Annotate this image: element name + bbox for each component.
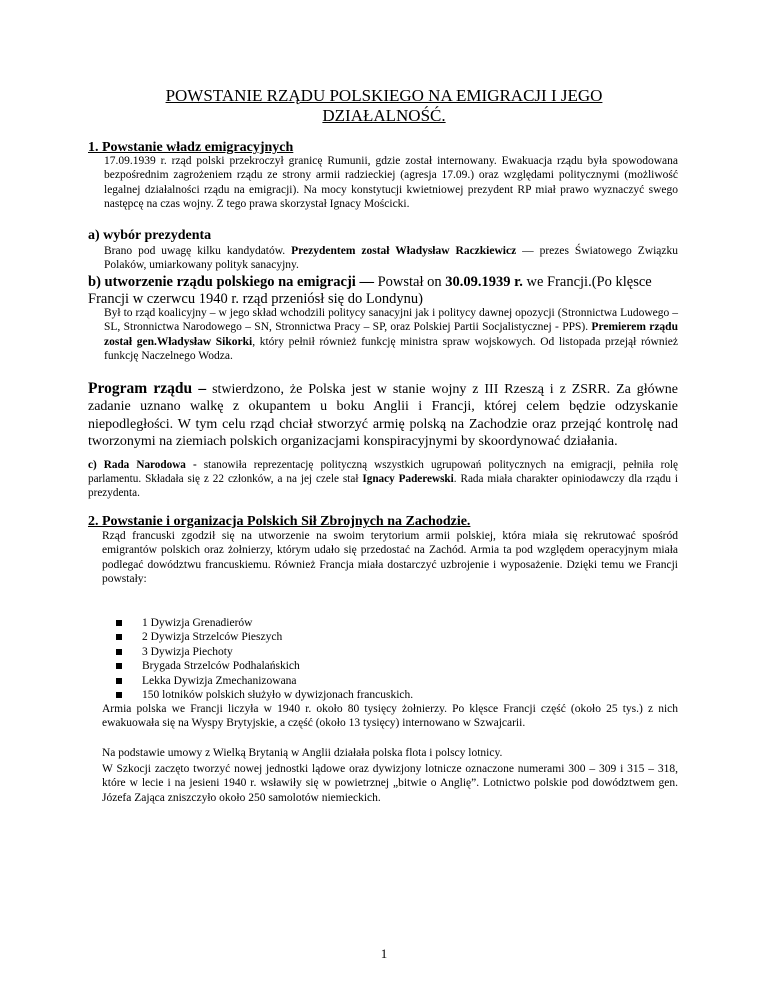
section-a-text-post: — prezes Światowego Związku Polaków, umiarkowany polityk sanacyjny. (104, 245, 678, 272)
list-item: 150 lotników polskich służyło w dywizjonach francuskich. (114, 688, 413, 702)
section-c-paragraph (88, 458, 678, 500)
section-c-lead: c) Rada Narodowa - (88, 459, 197, 471)
section-2-paragraph-3: W Szkocji zaczęto tworzyć nowej jednostki lądowe oraz dywizjony lotnicze oznaczone numerami 300 – 309 i 315 – 318, które w lecie i na jesieni 1940 r. wsławiły się w powietrznej „bitwie o Anglię”. Lotnictwo polskie pod dowództwem gen. Józefa Zająca zniszczyło około 250 samolotów niemieckich. (102, 763, 678, 804)
section-a-heading: a) wybór prezydenta (88, 228, 212, 243)
section-a-text: Brano pod uwagę kilku kandydatów. (104, 245, 292, 257)
section-b-heading-rest: we Francji.(Po klęsce Francji w czerwcu 1940 r. rząd przeniósł się do Londynu) (88, 274, 652, 307)
section-1-heading: 1. Powstanie władz emigracyjnych (88, 140, 294, 155)
section-b-text-post: , który pełnił również funkcję ministra spraw wojskowych. Od listopada przejął również funkcję Naczelnego Wodza. (104, 335, 679, 363)
section-b-paragraph (104, 306, 678, 364)
section-b-heading-bold: b) utworzenie rządu polskiego na emigracji — (88, 274, 374, 290)
section-c-text: stanowiła reprezentację polityczną wszystkich ugrupowań politycznych na emigracji, pełniła rolę parlamentu. Składała się z 22 członków, a na jej czele stał (88, 459, 678, 485)
section-c-text-post: . Rada miała charakter opiniodawczy dla rządu i prezydenta. (88, 473, 678, 499)
section-b-premier: Premierem rządu został gen.Władysław Sikorki (104, 321, 678, 348)
list-item: 2 Dywizja Strzelców Pieszych (114, 630, 413, 644)
section-a-paragraph (104, 244, 678, 273)
list-item: Lekka Dywizja Zmechanizowana (114, 674, 413, 688)
list-item: Brygada Strzelców Podhalańskich (114, 659, 413, 673)
title-line-2: DZIAŁALNOŚĆ. (322, 106, 446, 125)
document-title (90, 86, 678, 126)
program-text: stwierdzono, że Polska jest w stanie wojny z III Rzeszą i z ZSRR. Za główne zadanie uznano walkę z okupantem u boku Anglii i Francji, której celem będzie odzyskanie niepodległości. W tym celu rząd chciał stworzyć armię polską na Zachodzie oraz przejąć kontrolę nad tworzonymi na ziemiach polskich organizacjami konspiracyjnymi by skoordynować działania. (88, 382, 679, 449)
program-lead: Program rządu – (88, 380, 207, 397)
section-b-heading-text: Powstał on (373, 274, 446, 290)
program-paragraph (88, 380, 678, 450)
section-2-paragraph-1: Armia polska we Francji liczyła w 1940 r. około 80 tysięcy żołnierzy. Po klęsce Francji część (około 25 tys.) z nich ewakuowała się na Wyspy Brytyjskie, a część (około 13 tysięcy) internowano w Szwajcarii. (102, 703, 678, 730)
section-b-heading (88, 274, 680, 308)
units-list (114, 616, 413, 702)
list-item: 3 Dywizja Piechoty (114, 645, 413, 659)
section-1-paragraph: 17.09.1939 r. rząd polski przekroczył granicę Rumunii, gdzie został internowany. Ewakuacja rządu była spowodowana bezpośrednim zagrożeniem rządu ze strony armii radzieckiej (agresja 17.09.) oraz względami politycznymi (możliwość legalnej działalności rządu na emigracji). Na mocy konstytucji kwietniowej prezydent RP miał prawo wyznaczyć swego następcę na czas wojny. Z tego prawa skorzystał Ignacy Mościcki. (104, 155, 678, 211)
section-b-heading-date: 30.09.1939 r. (445, 274, 523, 290)
section-c-paderewski: Ignacy Paderewski (362, 473, 454, 485)
section-2-paragraph-2: Na podstawie umowy z Wielką Brytanią w Anglii działała polska flota i polscy lotnicy. (102, 747, 503, 759)
section-2-heading: 2. Powstanie i organizacja Polskich Sił Zbrojnych na Zachodzie. (88, 514, 471, 529)
section-2-intro: Rząd francuski zgodził się na utworzenie na swoim terytorium armii polskiej, która miała się rekrutować spośród emigrantów polskich oraz żołnierzy, którym udało się przedostać na Zachód. Armia ta pod względem operacyjnym miała podlegać dowództwu francuskiemu. Również Francja miała dostarczyć uzbrojenie i wyposażenie. Dzięki temu we Francji powstały: (102, 530, 678, 586)
list-item: 1 Dywizja Grenadierów (114, 616, 413, 630)
section-a-president: Prezydentem został Władysław Raczkiewicz (291, 245, 517, 257)
section-b-text: Był to rząd koalicyjny – w jego skład wchodzili politycy sanacyjni jak i politycy dawnej opozycji (Stronnictwa Ludowego – SL, Stronnictwa Narodowego – SN, Stronnictwa Pracy – SP, oraz Polskiej Partii Socjalistycznej - PPS). (104, 307, 678, 334)
title-line-1: POWSTANIE RZĄDU POLSKIEGO NA EMIGRACJI I JEGO (165, 86, 603, 105)
page-number: 1 (380, 946, 388, 961)
